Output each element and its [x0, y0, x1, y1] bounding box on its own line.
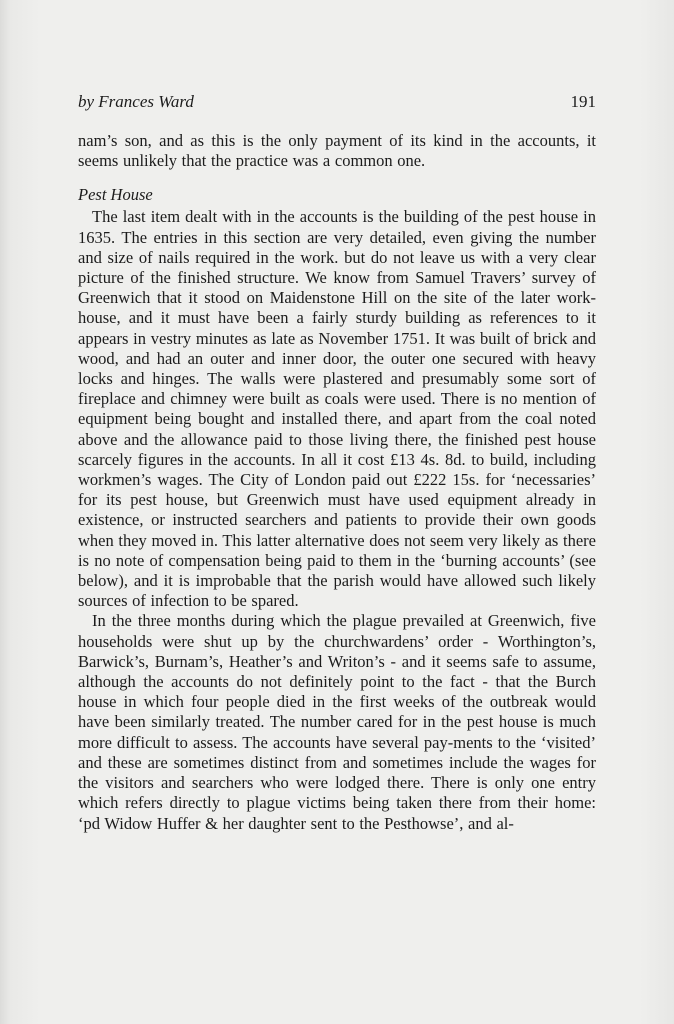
running-head: [78, 92, 596, 116]
running-head-author: by Frances Ward: [78, 92, 194, 111]
body-text: [78, 131, 596, 834]
section-heading-pest-house: Pest House: [78, 185, 153, 205]
page-number: 191: [570, 92, 596, 111]
paragraph-continued: nam’s son, and as this is the only payment of its kind in the accounts, it seems unlikely that the practice was a common one.: [78, 131, 596, 171]
paragraph-households-shut-up: In the three months during which the plague prevailed at Greenwich, five households were shut up by the churchwardens’ order - Worthington’s, Barwick’s, Burnam’s, Heather’s and Writon’s - and it seems safe to assume, although the accounts do not definitely point to the fact - that the Burch house in which four people died in the first weeks of the outbreak would have been similarly treated. The number cared for in the pest house is much more difficult to assess. The accounts have several pay-ments to the ‘visited’ and these are sometimes distinct from and sometimes include the wages for the visitors and searchers who were lodged there. There is only one entry which refers directly to plague victims being taken there from their home: ‘pd Widow Huffer & her daughter sent to the Pesthowse’, and al-: [78, 611, 596, 833]
paragraph-pest-house-building: The last item dealt with in the accounts is the building of the pest house in 1635. The entries in this section are very detailed, even giving the number and size of nails required in the work. but do not leave us with a very clear picture of the finished structure. We know from Samuel Travers’ survey of Greenwich that it stood on Maidenstone Hill on the site of the later work-house, and it must have been a fairly sturdy building as references to it appears in vestry minutes as late as November 1751. It was built of brick and wood, and had an outer and inner door, the outer one secured with heavy locks and hinges. The walls were plastered and presumably some sort of fireplace and chimney were built as coals were used. There is no mention of equipment being bought and installed there, and apart from the coal noted above and the allowance paid to those living there, the finished pest house scarcely figures in the accounts. In all it cost £13 4s. 8d. to build, including workmen’s wages. The City of London paid out £222 15s. for ‘necessaries’ for its pest house, but Greenwich must have used equipment already in existence, or instructed searchers and patients to provide their own goods when they moved in. This latter alternative does not seem very likely as there is no note of compensation being paid to them in the ‘burning accounts’ (see below), and it is improbable that the parish would have allowed such likely sources of infection to be spared.: [78, 207, 596, 611]
